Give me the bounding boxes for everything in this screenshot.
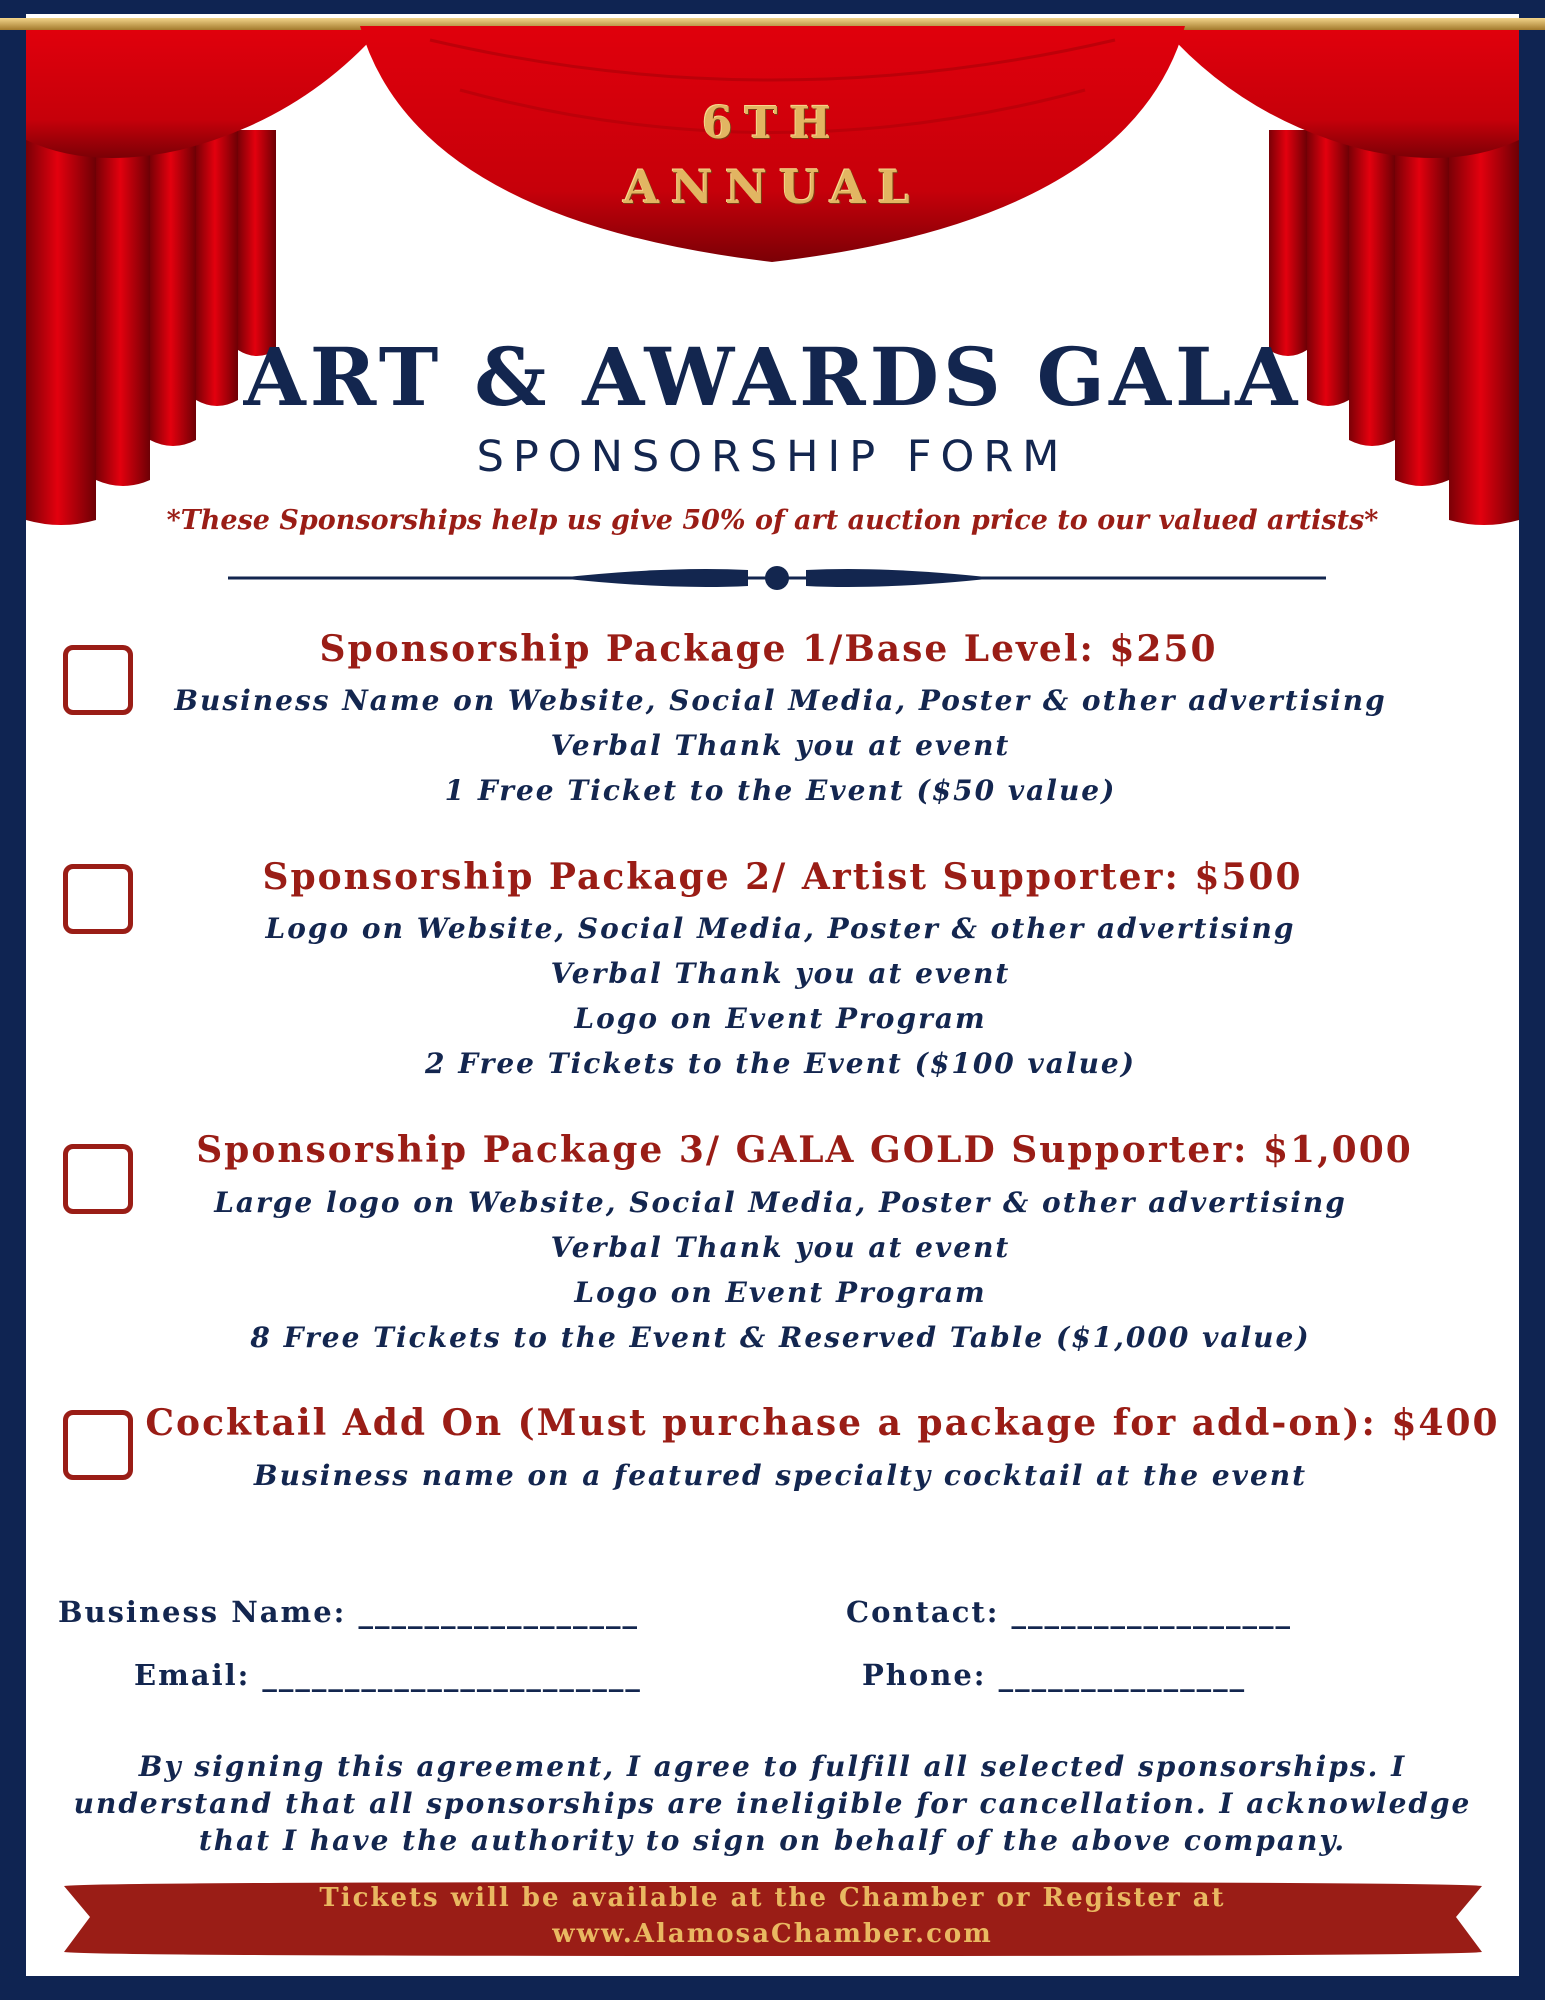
edition-annual: ANNUAL xyxy=(623,160,922,214)
ornamental-divider xyxy=(228,560,1326,596)
cocktail-addon-title: Cocktail Add On (Must purchase a package for add-on): $400 xyxy=(145,1402,1500,1444)
package-1-benefit: Verbal Thank you at event xyxy=(550,729,1011,762)
footer-tickets-line: Tickets will be available at the Chamber or Register at xyxy=(319,1883,1226,1913)
agreement-text: By signing this agreement, I agree to fulfill all selected sponsorships. I understand that all sponsorships are ineligible for cancellation. I acknowledge that I have the authority to sign on behalf of the above company. xyxy=(73,1750,1472,1857)
package-3-benefit: Verbal Thank you at event xyxy=(550,1231,1011,1264)
tagline: *These Sponsorships help us give 50% of art auction price to our valued artists* xyxy=(166,505,1379,536)
package-2-title: Sponsorship Package 2/ Artist Supporter: $500 xyxy=(262,856,1303,898)
edition-number: 6TH xyxy=(702,98,843,149)
package-1-benefit: 1 Free Ticket to the Event ($50 value) xyxy=(444,774,1117,807)
package-2-benefit: Logo on Event Program xyxy=(574,1002,987,1035)
cocktail-addon-benefit: Business name on a featured specialty cocktail at the event xyxy=(253,1459,1308,1492)
package-3-benefit: Large logo on Website, Social Media, Poster & other advertising xyxy=(214,1186,1347,1219)
business-name-field[interactable]: Business Name: _________________ xyxy=(58,1595,639,1629)
page-title: ART & AWARDS GALA xyxy=(243,330,1302,424)
package-3-benefit: 8 Free Tickets to the Event & Reserved Table ($1,000 value) xyxy=(250,1321,1311,1354)
package-1-benefit: Business Name on Website, Social Media, Poster & other advertising xyxy=(174,684,1387,717)
email-field[interactable]: Email: _______________________ xyxy=(134,1658,642,1692)
contact-field[interactable]: Contact: _________________ xyxy=(846,1595,1293,1629)
package-3-title: Sponsorship Package 3/ GALA GOLD Supporter: $1,000 xyxy=(196,1129,1413,1171)
package-2-benefit: 2 Free Tickets to the Event ($100 value) xyxy=(425,1047,1136,1080)
package-1-title: Sponsorship Package 1/Base Level: $250 xyxy=(319,628,1218,670)
footer-website-link[interactable]: www.AlamosaChamber.com xyxy=(552,1919,993,1949)
package-2-benefit: Verbal Thank you at event xyxy=(550,957,1011,990)
phone-field[interactable]: Phone: _______________ xyxy=(862,1658,1247,1692)
page-subtitle: SPONSORSHIP FORM xyxy=(476,432,1069,482)
package-2-benefit: Logo on Website, Social Media, Poster & other advertising xyxy=(265,912,1296,945)
package-3-benefit: Logo on Event Program xyxy=(574,1276,987,1309)
